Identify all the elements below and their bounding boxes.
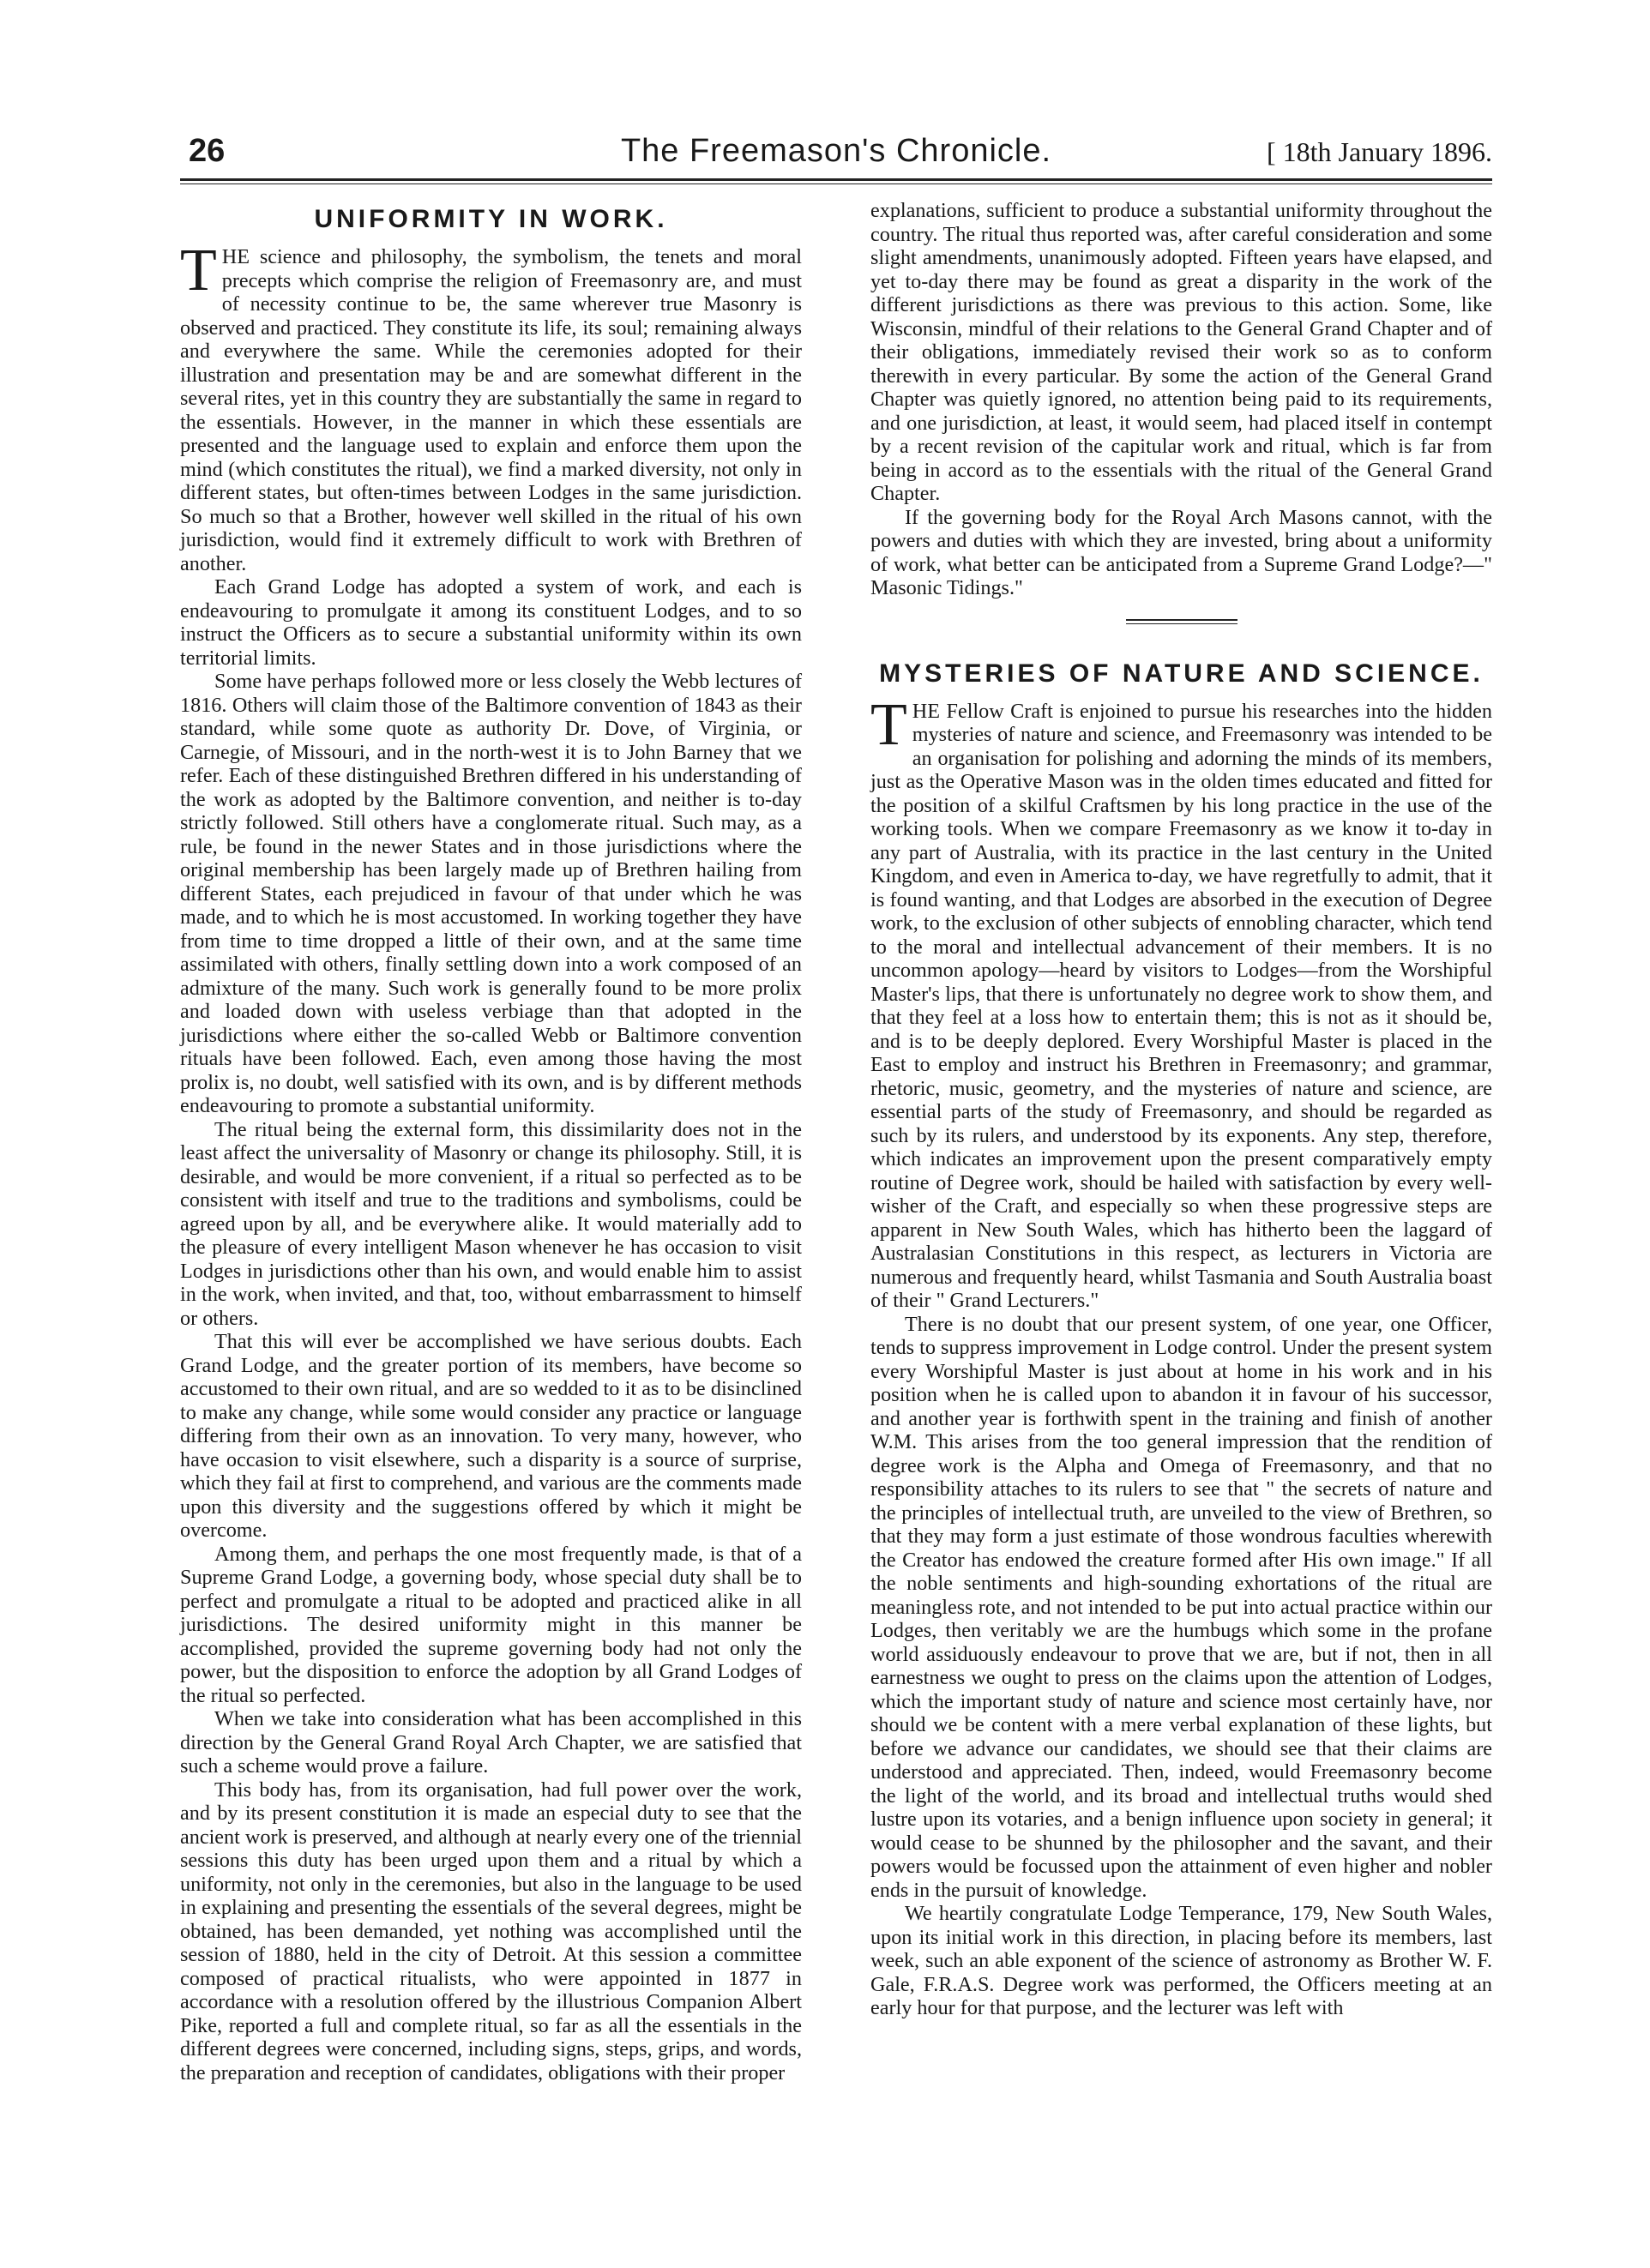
article-separator: [1126, 619, 1238, 624]
paragraph: This body has, from its organisation, had full power over the work, and by its present constitution it is made an especial duty to see that the ancient work is preserved, and although at nearly every one of the triennial sessions this duty has been urged upon them and a ritual by which a uniformity, not only in the ceremonies, but also in the language to be used in explaining and presenting the essentials of the several degrees, might be obtained, has been demanded, yet nothing was accomplished until the session of 1880, held in the city of Detroit. At this session a committee composed of practical ritualists, who were appointed in 1877 in accordance with a resolution offered by the illustrious Companion Albert Pike, reported a full and complete ritual, so far as all the essentials in the different degrees were concerned, including signs, steps, grips, and words, the preparation and reception of candidates, obligations with their proper: [180, 1778, 802, 2085]
page-header: [180, 133, 1492, 176]
paragraph: THE Fellow Craft is enjoined to pursue his researches into the hidden mysteries of nature and science, and Freemasonry was intended to be an organisation for polishing and adorning the minds of its members, just as the Operative Mason was in the olden times educated and fitted for the position of a skilful Craftsmen by his long practice in the use of the working tools. When we compare Freemasonry as we know it to-day in any part of Australia, with its practice in the last century in the United Kingdom, and even in America to-day, we have regretfully to admit, that it is found wanting, and that Lodges are absorbed in the execution of Degree work, to the exclusion of other subjects of ennobling character, which tend to the moral and intellectual advancement of their members. It is no uncommon apology—heard by visitors to Lodges—from the Worshipful Master's lips, that there is unfortunately no degree work to show them, and that they feel at a loss how to entertain them; this is not as it should be, and is to be deeply deplored. Every Worshipful Master is placed in the East to employ and instruct his Brethren in Freemasonry; and grammar, rhetoric, music, geometry, and the mysteries of nature and science, are essential parts of the study of Freemasonry, and should be regarded as such by its rulers, and understood by its exponents. Any step, therefore, which indicates an improvement upon the present comparatively empty routine of Degree work, should be hailed with satisfaction by every well-wisher of the Craft, and especially so when these progressive steps are apparent in New South Wales, which has hitherto been the laggard of Australasian Constitutions in this respect, as lecturers in Victoria are numerous and frequently heard, whilst Tasmania and South Australia boast of their " Grand Lecturers.": [870, 691, 1492, 1312]
paragraph: We heartily congratulate Lodge Temperance, 179, New South Wales, upon its initial work in this direction, in placing before its members, last week, such an able exponent of the science of astronomy as Brother W. F. Gale, F.R.A.S. Degree work was performed, the Officers meeting at an early hour for that purpose, and the lecturer was left with: [870, 1902, 1492, 2019]
drop-cap: T: [180, 238, 217, 304]
header-rule-thin: [180, 183, 1492, 184]
paragraph: The ritual being the external form, this dissimilarity does not in the least affect the universality of Masonry or change its philosophy. Still, it is desirable, and would be more convenient, if a ritual so perfected as to be consistent with itself and true to the traditions and symbolisms, could be agreed upon by all, and be everywhere alike. It would materially add to the pleasure of every intelligent Mason whenever he has occasion to visit Lodges in jurisdictions other than his own, and would enable him to assist in the work, when invited, and that, too, without embarrassment to himself or others.: [180, 1117, 802, 1330]
header-rule: [180, 178, 1492, 181]
paragraph: Among them, and perhaps the one most frequently made, is that of a Supreme Grand Lodge, a governing body, whose special duty shall be to perfect and promulgate a ritual to be adopted and practiced alike in all jurisdictions. The desired uniformity might in this manner be accomplished, provided the supreme governing body had not only the power, but the disposition to enforce the adoption by all Grand Lodges of the ritual so perfected.: [180, 1542, 802, 1707]
paragraph: That this will ever be accomplished we have serious doubts. Each Grand Lodge, and the greater portion of its members, have become so accustomed to their own ritual, and are so wedded to it as to be disinclined to make any change, while some would consider any practice or language differing from their own as an innovation. To very many, however, who have occasion to visit elsewhere, such a disparity is a source of surprise, which they fail at first to comprehend, and various are the comments made upon this diversity and the suggestions offered by which it might be overcome.: [180, 1330, 802, 1542]
page-number: 26: [189, 133, 226, 169]
left-column: [180, 199, 802, 2085]
article-title-mysteries: MYSTERIES OF NATURE AND SCIENCE.: [879, 659, 1484, 688]
issue-date: [ 18th January 1896.: [1266, 136, 1492, 167]
publication-title: The Freemason's Chronicle.: [620, 133, 1052, 169]
paragraph: When we take into consideration what has been accomplished in this direction by the General Grand Royal Arch Chapter, we are satisfied that such a scheme would prove a failure.: [180, 1707, 802, 1778]
right-column: [870, 199, 1492, 2020]
article-title-uniformity: UNIFORMITY IN WORK.: [314, 205, 668, 233]
paragraph: Each Grand Lodge has adopted a system of work, and each is endeavouring to promulgate it among its constituent Lodges, and to so instruct the Officers as to secure a substantial uniformity within its own territorial limits.: [180, 575, 802, 670]
paragraph: There is no doubt that our present system, of one year, one Officer, tends to suppress improvement in Lodge control. Under the present system every Worshipful Master is just about at home in his work and in his position when he is called upon to abandon it in favour of his successor, and another year is forthwith spent in the training and finish of another W.M. This arises from the too general impression that the rendition of degree work is the Alpha and Omega of Freemasonry, and that no responsibility attaches to its rulers to see that " the secrets of nature and the principles of intellectual truth, are unveiled to the view of Brethren, so that they may form a just estimate of those wondrous faculties wherewith the Creator has endowed the creature formed after His own image." If all the noble sentiments and high-sounding exhortations of the ritual are meaningless rote, and not intended to be put into actual practice within our Lodges, then veritably we are the humbugs which some in the profane world assiduously endeavour to prove that we are, but if not, then in all earnestness we ought to press on the claims upon the attention of Lodges, which the important study of nature and science most certainly have, nor should we be content with a mere verbal explanation of these lights, but before we advance our candidates, we should see that their claims are understood and appreciated. Then, indeed, would Freemasonry become the light of the world, and its broad and intellectual truths would shed lustre upon its votaries, and a benign influence upon society in general; it would cease to be shunned by the philosopher and the savant, and their powers would be focussed upon the attainment of even higher and nobler ends in the pursuit of knowledge.: [870, 1312, 1492, 1902]
paragraph: THE science and philosophy, the symbolism, the tenets and moral precepts which comprise the religion of Freemasonry are, and must of necessity continue to be, the same wherever true Masonry is observed and practiced. They constitute its life, its soul; remaining always and everywhere the same. While the ceremonies adopted for their illustration and presentation may be and are somewhat different in the several rites, yet in this country they are substantially the same in regard to the essentials. However, in the manner in which these essentials are presented and the language used to explain and enforce them upon the mind (which constitutes the ritual), we find a marked diversity, not only in different states, but often-times between Lodges in the same jurisdiction. So much so that a Brother, however well skilled in the ritual of his own jurisdiction, would find it extremely difficult to work with Brethren of another.: [180, 238, 802, 575]
drop-cap: T: [870, 691, 907, 758]
paragraph: Some have perhaps followed more or less closely the Webb lectures of 1816. Others will claim those of the Baltimore convention of 1843 as their standard, while some quote as authority Dr. Dove, of Virginia, or Carnegie, of Missouri, and in the north-west it is to John Barney that we refer. Each of these distinguished Brethren differed in his understanding of the work as adopted by the Baltimore convention, and neither is to-day strictly followed. Still others have a conglomerate ritual. Such may, as a rule, be found in the newer States and in those jurisdictions where the original membership has been largely made up of Brethren hailing from different States, each prejudiced in favour of that under which he was made, and to which he is most accustomed. In working together they have from time to time dropped a little of their own, and at the same time assimilated with others, finally settling down into a work composed of an admixture of the many. Such work is generally found to be more prolix and loaded down with useless verbiage than that adopted in the jurisdictions where either the so-called Webb or Baltimore convention rituals have been followed. Each, even among those having the most prolix is, no doubt, well satisfied with its own, and is by different methods endeavouring to promote a substantial uniformity.: [180, 670, 802, 1117]
paragraph: If the governing body for the Royal Arch Masons cannot, with the powers and duties with which they are invested, bring about a uniformity of work, what better can be anticipated from a Supreme Grand Lodge?—" Masonic Tidings.": [870, 505, 1492, 599]
paragraph-continued: explanations, sufficient to produce a substantial uniformity throughout the country. The ritual thus reported was, after careful consideration and some slight amendments, unanimously adopted. Fifteen years have elapsed, and yet to-day there may be found as great a disparity in the work of the different jurisdictions as there was previous to this action. Some, like Wisconsin, mindful of their relations to the General Grand Chapter and of their obligations, immediately revised their work so as to conform therewith in every particular. By some the action of the General Grand Chapter was quietly ignored, no attention being paid to its requirements, and one jurisdiction, at least, it would seem, had placed itself in contempt by a recent revision of the capitular work and ritual, which is far from being in accord as to the essentials with the ritual of the General Grand Chapter.: [870, 199, 1492, 505]
